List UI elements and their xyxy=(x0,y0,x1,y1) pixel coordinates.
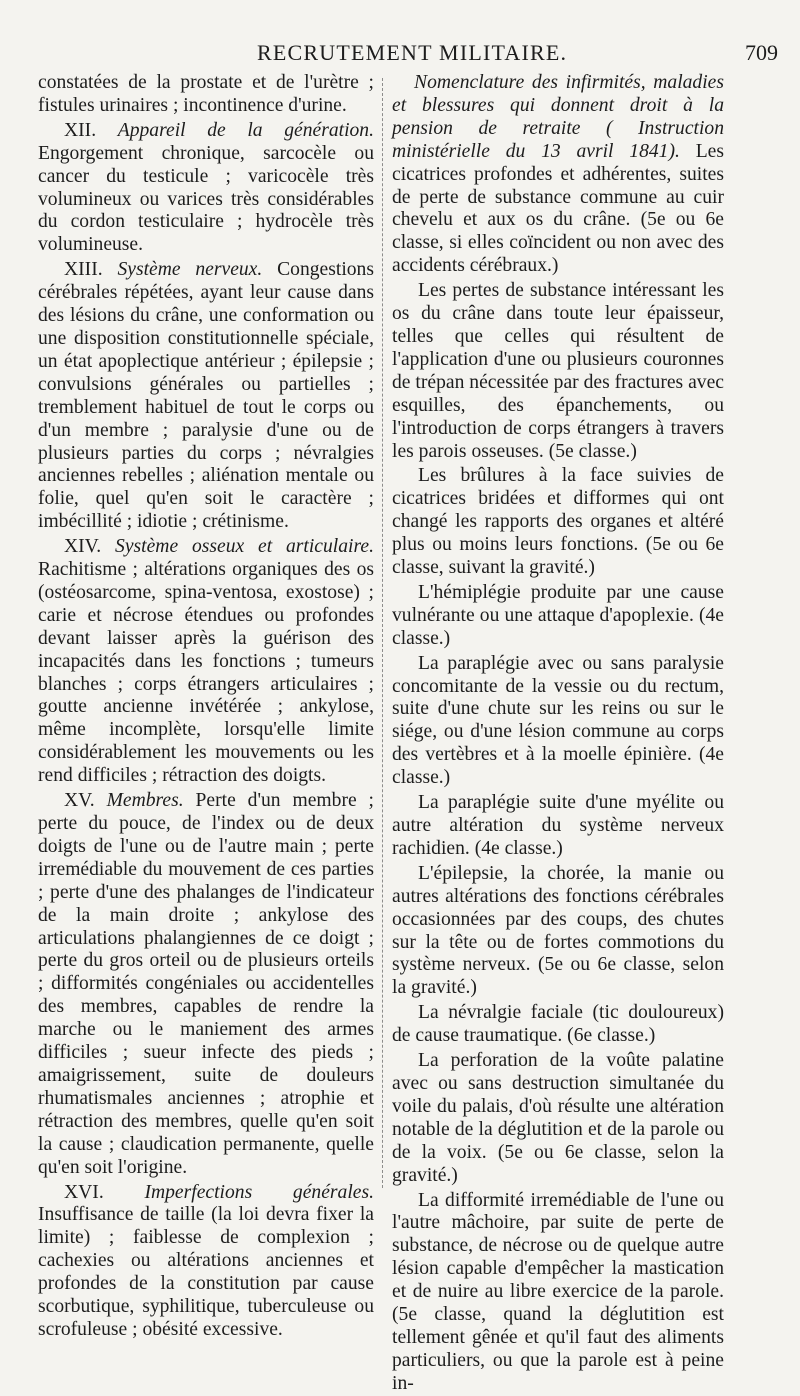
section-heading: Membres. xyxy=(106,790,184,812)
page-number: 709 xyxy=(745,40,778,65)
left-column xyxy=(38,72,375,1340)
right-column xyxy=(392,72,724,1394)
paragraph xyxy=(392,653,724,790)
paragraph xyxy=(392,1002,724,1048)
paragraph-text: La difformité irremédiable de l'une ou l'autre mâchoire, par suite de perte de substance, de nécrose ou de quelque autre lésion capable d'empêcher la mastication et de nuire au libre exercice de la parole. (5e classe, quand la déglutition est tellement gênée et qu'il faut des aliments particuliers, ou que la parole est à peine in- xyxy=(392,1189,724,1394)
paragraph-text: L'hémiplégie produite par une cause vulnérante ou une attaque d'apoplexie. (4e classe.) xyxy=(392,581,724,649)
section-number: XIII. xyxy=(64,259,103,281)
paragraph-text: constatées de la prostate et de l'urètre ; fistules urinaires ; incontinence d'urine. xyxy=(38,72,374,116)
paragraph-text: La névralgie faciale (tic douloureux) de cause traumatique. (6e classe.) xyxy=(392,1002,724,1047)
paragraph-text: Les pertes de substance intéressant les os du crâne dans toute leur épaisseur, telles que celles qui résultent de l'application d'une ou plusieurs couronnes de trépan nécessitée par des fractures avec esquilles, des épanchements, ou l'introduction de corps étrangers à travers les parois osseuses. (5e classe.) xyxy=(392,280,724,462)
paragraph-text: Rachitisme ; altérations organiques des os (ostéosarcome, spina-ventosa, exostose) ; carie et nécrose étendues ou profondes devant laisser après la guérison des incapacités dans les fonctions ; tumeurs blanches ; corps étrangers articulaires ; goutte ancienne invétérée ; ankylose, même incomplète, lorsqu'elle limite considérablement les mouvements ou les rend difficiles ; rétraction des doigts. xyxy=(38,559,374,787)
paragraph-text: Congestions cérébrales répétées, ayant leur cause dans des lésions du crâne, une conformation ou une disposition constitutionnelle spéciale, un état apoplectique antérieur ; épilepsie ; convulsions générales ou partielles ; tremblement habituel de tout le corps ou d'un membre ; paralysie d'une ou de plusieurs parties du corps ; névralgies anciennes rebelles ; aliénation mentale ou folie, quel qu'en soit le caractère ; imbécillité ; idiotie ; crétinisme. xyxy=(38,259,374,533)
section-paragraph xyxy=(38,259,374,534)
paragraph-text: La paraplégie suite d'une myélite ou autre altération du système nerveux rachidien. (4e classe.) xyxy=(392,792,724,859)
section-paragraph xyxy=(38,1182,374,1342)
paragraph-text: Les cicatrices profondes et adhérentes, suites de perte de substance commune au cuir chevelu et aux os du crâne. (5e ou 6e classe, si elles coïncident ou non avec des accidents cérébraux.) xyxy=(392,140,724,277)
section-number: XV. xyxy=(64,790,95,812)
section-heading: Nomenclature des infirmités, maladies et blessures qui donnent droit à la pension de retraite ( Instruction ministérielle du 13 avril 1841). xyxy=(392,72,724,162)
paragraph-text: Les brûlures à la face suivies de cicatrices bridées et difformes qui ont changé les rapports des organes et altéré plus ou moins leurs fonctions. (5e ou 6e classe, suivant la gravité.) xyxy=(392,465,724,579)
section-number: XVI. xyxy=(64,1181,104,1203)
section-paragraph xyxy=(38,120,374,257)
paragraph xyxy=(392,1190,724,1396)
section-heading: Appareil de la génération. xyxy=(117,119,375,141)
paragraph xyxy=(392,863,724,1000)
section-number: XII. xyxy=(64,119,97,141)
paragraph xyxy=(392,792,724,861)
column-divider xyxy=(382,78,383,1188)
section-heading: Système nerveux. xyxy=(117,259,263,281)
section-heading: Système osseux et articulaire. xyxy=(115,536,374,558)
section-paragraph xyxy=(38,790,374,1179)
section-heading: Imperfections générales. xyxy=(144,1181,374,1203)
paragraph-text: Perte d'un membre ; perte du pouce, de l'index ou de deux doigts de l'une ou de l'autre main ; perte irremédiable du mouvement de ces parties ; perte d'une des phalanges de l'indicateur de la main droite ; ankylose des articulations phalangiennes de ce doigt ; perte du gros orteil ou de plusieurs orteils ; difformités congéniales ou accidentelles des membres, capables de rendre la marche ou le maniement des armes difficiles ; sueur infecte des pieds ; amaigrissement, suite de douleurs rhumatismales anciennes ; atrophie et rétraction des membres, quelle qu'en soit la cause ; claudication permanente, quelle qu'en soit l'origine. xyxy=(38,790,374,1178)
paragraph-text: La paraplégie avec ou sans paralysie concomitante de la vessie ou du rectum, suite d'une chute sur les reins ou sur le siége, ou d'une lésion commune au corps des vertèbres et à la moelle épinière. (4e classe.) xyxy=(392,652,724,789)
section-paragraph xyxy=(38,536,374,788)
paragraph xyxy=(392,1050,724,1187)
running-title: RECRUTEMENT MILITAIRE. xyxy=(257,40,568,65)
paragraph-text: Engorgement chronique, sarcocèle ou cancer du testicule ; varicocèle très volumineux ou varices très considérables du cordon testiculaire ; hydrocèle très volumineuse. xyxy=(38,142,374,256)
paragraph-text: Insuffisance de taille (la loi devra fixer la limite) ; faiblesse de complexion ; cachexies ou altérations anciennes et profondes de la constitution par cause scorbutique, syphilitique, tuberculeuse ou scrofuleuse ; obésité excessive. xyxy=(38,1204,374,1340)
section-paragraph xyxy=(392,72,724,278)
paragraph xyxy=(392,465,724,580)
section-number: XIV. xyxy=(64,536,102,558)
paragraph xyxy=(38,72,374,118)
page-header xyxy=(0,40,800,74)
paragraph xyxy=(392,582,724,651)
paragraph-text: La perforation de la voûte palatine avec ou sans destruction simultanée du voile du palais, d'où résulte une altération notable de la déglutition et de la parole ou de la voix. (5e ou 6e classe, selon la gravité.) xyxy=(392,1050,724,1186)
paragraph-text: L'épilepsie, la chorée, la manie ou autres altérations des fonctions cérébrales occasionnées par des coups, des chutes sur la tête ou de fortes commotions du système nerveux. (5e ou 6e classe, selon la gravité.) xyxy=(392,862,724,999)
paragraph xyxy=(392,280,724,463)
